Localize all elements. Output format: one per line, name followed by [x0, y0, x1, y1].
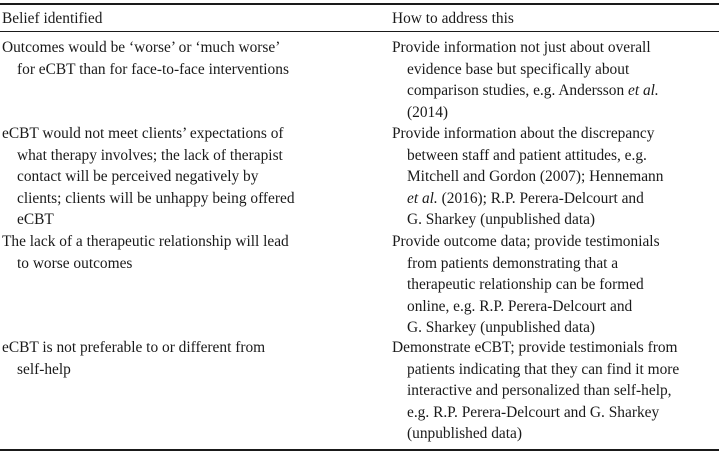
address-text: online, e.g. R.P. Perera-Delcourt and [407, 297, 633, 315]
address-text: therapeutic relationship can be formed [407, 276, 644, 293]
address-line [392, 145, 718, 167]
row-3-belief [2, 231, 372, 274]
address-text: interactive and personalized than self-help, [407, 382, 672, 399]
header-how-to-address: How to address this [392, 10, 514, 27]
table-bottom-rule [0, 449, 719, 451]
address-line [392, 209, 718, 231]
address-text: comparison studies, e.g. Andersson [407, 82, 628, 99]
address-line [392, 296, 718, 318]
address-line [392, 80, 718, 102]
address-line [392, 380, 718, 402]
address-text: Provide outcome data; provide testimonials [392, 233, 660, 250]
belief-line: The lack of a therapeutic relationship will lead [2, 233, 289, 250]
row-4-address [392, 337, 718, 445]
belief-line: eCBT would not meet clients’ expectations of [2, 125, 284, 142]
table-top-rule [0, 3, 719, 5]
address-text: patients indicating that they can find it more [407, 360, 680, 378]
address-line [392, 317, 718, 339]
address-text: from patients demonstrating that a [407, 254, 619, 272]
address-text: (unpublished data) [407, 425, 522, 442]
belief-line: to worse outcomes [17, 254, 133, 272]
address-text: G. Sharkey (unpublished data) [407, 211, 596, 228]
address-line [392, 59, 718, 81]
row-4-belief [2, 337, 372, 380]
address-line [392, 253, 718, 275]
address-line [392, 37, 718, 59]
address-text: Provide information about the discrepancy [392, 125, 655, 142]
belief-line: eCBT [17, 211, 54, 228]
address-line [392, 102, 718, 124]
belief-line: Outcomes would be ‘worse’ or ‘much worse’ [2, 39, 281, 56]
row-2-address [392, 123, 718, 231]
address-line [392, 337, 718, 359]
row-1-belief [2, 37, 372, 80]
belief-line: for eCBT than for face-to-face interventions [17, 60, 289, 78]
belief-line: eCBT is not preferable to or different from [2, 339, 266, 356]
address-line [392, 402, 718, 424]
address-text: G. Sharkey (unpublished data) [407, 319, 596, 336]
address-line [392, 231, 718, 253]
belief-line: what therapy involves; the lack of therapist [17, 146, 283, 164]
address-italic-text: et al. [628, 82, 659, 99]
address-line [392, 423, 718, 445]
address-text: (2016); R.P. Perera-Delcourt and [437, 189, 644, 207]
address-text: evidence base but specifically about [407, 60, 630, 78]
belief-line: clients; clients will be unhappy being offered [17, 189, 295, 207]
address-text: e.g. R.P. Perera-Delcourt and G. Sharkey [407, 403, 660, 421]
address-text: Provide information not just about overall [392, 39, 651, 56]
address-text: between staff and patient attitudes, e.g. [407, 146, 647, 164]
address-line [392, 166, 718, 188]
belief-line: self-help [17, 360, 71, 378]
row-2-belief [2, 123, 372, 231]
address-line [392, 188, 718, 210]
address-italic-text: et al. [407, 189, 438, 207]
table-header-rule [0, 31, 719, 32]
header-belief-identified: Belief identified [2, 10, 103, 27]
address-line [392, 274, 718, 296]
address-text: (2014) [407, 103, 449, 121]
address-text: Mitchell and Gordon (2007); Hennemann [407, 168, 664, 185]
address-line [392, 359, 718, 381]
belief-line: contact will be perceived negatively by [17, 168, 259, 185]
row-1-address [392, 37, 718, 123]
address-text: Demonstrate eCBT; provide testimonials from [392, 339, 678, 356]
row-3-address [392, 231, 718, 339]
address-line [392, 123, 718, 145]
